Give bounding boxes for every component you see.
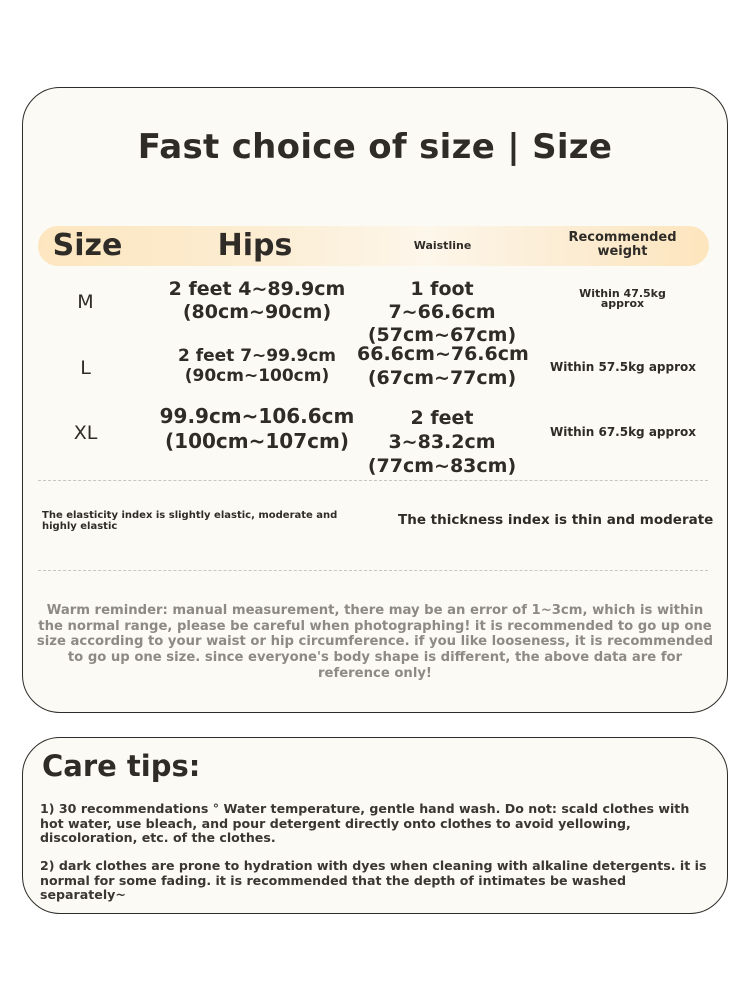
row-xl-waist-line2: (77cm~83cm) xyxy=(367,455,517,477)
row-m-hips xyxy=(162,278,352,324)
header-size: Size xyxy=(52,228,123,263)
divider-dashed xyxy=(38,570,708,571)
row-xl-hips xyxy=(157,404,357,454)
row-l-hips-line2: (90cm~100cm) xyxy=(184,366,330,386)
row-m-size: M xyxy=(77,291,94,313)
row-m-waistline xyxy=(357,278,527,347)
header-waistline: Waistline xyxy=(413,239,472,252)
header-recommended-weight: Recommended weight xyxy=(568,230,677,259)
header-hips: Hips xyxy=(217,228,293,263)
row-xl-weight: Within 67.5kg approx xyxy=(550,425,696,439)
warm-reminder: Warm reminder: manual measurement, there may be an error of 1~3cm, which is within the normal range, please be careful when photographing! it is recommended to go up one size according to your waist or hip circumference. if you like looseness, it is recommended to go up one size. since everyone's body shape is different, the above data are for reference only! xyxy=(36,603,714,681)
row-xl-waist-line1: 2 feet 3~83.2cm xyxy=(388,407,496,453)
care-tips-title: Care tips: xyxy=(42,749,201,783)
row-l-waist-line2: (67cm~77cm) xyxy=(367,367,517,389)
row-m-waist-line2: (57cm~67cm) xyxy=(367,324,517,346)
page-title: Fast choice of size | Size xyxy=(137,127,613,167)
row-xl-hips-line2: (100cm~107cm) xyxy=(165,429,349,453)
row-l-waistline xyxy=(357,342,527,390)
care-tip-2: 2) dark clothes are prone to hydration with dyes when cleaning with alkaline detergents. it is normal for some fading. it is recommended that the depth of intimates be washed separately~ xyxy=(40,858,707,902)
row-l-weight: Within 57.5kg approx xyxy=(550,360,696,374)
row-l-size: L xyxy=(80,357,91,379)
row-xl-size: XL xyxy=(73,422,98,444)
row-xl-hips-line1: 99.9cm~106.6cm xyxy=(159,404,355,428)
elasticity-index: The elasticity index is slightly elastic, moderate and highly elastic xyxy=(42,510,338,532)
divider-dashed xyxy=(38,480,708,481)
thickness-index: The thickness index is thin and moderate xyxy=(398,512,714,528)
row-xl-waistline xyxy=(357,406,527,478)
row-m-hips-line1: 2 feet 4~89.9cm xyxy=(168,278,346,300)
row-m-hips-line2: (80cm~90cm) xyxy=(182,301,332,323)
row-m-weight: Within 47.5kg approx xyxy=(579,287,666,310)
row-l-hips xyxy=(162,346,352,386)
row-l-hips-line1: 2 feet 7~99.9cm xyxy=(177,346,337,366)
care-tip-1: 1) 30 recommendations ° Water temperature, gentle hand wash. Do not: scald clothes with hot water, use bleach, and pour detergent directly onto clothes to avoid yellowing, discoloration, etc. of the clothes. xyxy=(40,801,690,845)
row-m-waist-line1: 1 foot 7~66.6cm xyxy=(388,278,496,323)
row-l-waist-line1: 66.6cm~76.6cm xyxy=(357,343,529,365)
